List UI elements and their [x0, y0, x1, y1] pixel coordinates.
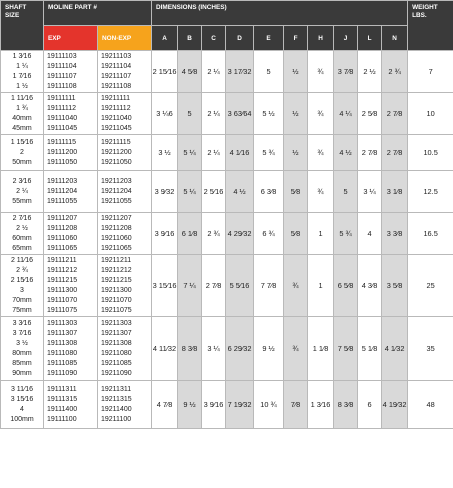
table-row — [1, 171, 453, 213]
exp-part-cell-line: 19111100 — [47, 415, 77, 423]
exp-part-cell — [44, 381, 98, 429]
nonexp-part-cell-line: 19211215 — [101, 276, 132, 284]
nonexp-part-cell-line: 19211400 — [101, 405, 132, 413]
nonexp-part-cell-line: 19211212 — [101, 266, 132, 274]
dimension-cell-d: 3 63⁄64 — [226, 93, 254, 135]
dimension-cell-l: 3 ¼ — [358, 171, 382, 213]
nonexp-part-cell-line: 19211308 — [101, 339, 132, 347]
dimension-cell-l: 2 ½ — [358, 51, 382, 93]
table-body — [1, 51, 453, 429]
dimension-cell-l: 2 7⁄8 — [358, 135, 382, 171]
shaft-size-cell-line: 85mm — [12, 359, 32, 367]
exp-part-cell-line: 19111204 — [47, 187, 78, 195]
exp-part-cell-line: 19111311 — [47, 385, 77, 393]
weight-cell: 16.5 — [408, 213, 453, 255]
nonexp-part-cell-line: 19211108 — [101, 82, 132, 90]
dimension-cell-a: 3 ¼6 — [152, 93, 178, 135]
shaft-size-cell-line: 100mm — [10, 415, 34, 423]
dimension-cell-h: ¾ — [308, 135, 334, 171]
nonexp-part-cell-line: 19211085 — [101, 359, 132, 367]
table-row — [1, 317, 453, 381]
exp-part-cell-line: 19111104 — [47, 62, 77, 70]
shaft-size-cell-line: 3 15⁄16 — [10, 395, 34, 403]
dimension-cell-c: 2 ¼ — [202, 135, 226, 171]
shaft-size-cell — [1, 135, 44, 171]
dimension-cell-n: 4 1⁄32 — [382, 317, 408, 381]
exp-part-cell-line: 19111107 — [47, 72, 77, 80]
table-row — [1, 255, 453, 317]
dimension-cell-a: 4 7⁄8 — [152, 381, 178, 429]
dimension-cell-h: 1 — [308, 255, 334, 317]
nonexp-part-cell-line: 19211075 — [101, 306, 132, 314]
shaft-size-cell-line: 75mm — [12, 306, 32, 314]
exp-part-cell-line: 19111308 — [47, 339, 78, 347]
shaft-size-cell-line: 2 ½ — [16, 224, 28, 232]
dimension-cell-h: 1 — [308, 213, 334, 255]
shaft-size-cell-line: 3 3⁄16 — [12, 319, 32, 327]
dimension-cell-j: 5 ¾ — [334, 213, 358, 255]
exp-part-cell-line: 19111212 — [47, 266, 78, 274]
nonexp-part-cell — [98, 317, 152, 381]
weight-cell: 12.5 — [408, 171, 453, 213]
dim-letter-header: L — [358, 26, 382, 51]
nonexp-part-cell-line: 19211055 — [101, 197, 132, 205]
dimension-cell-l: 2 5⁄8 — [358, 93, 382, 135]
shaft-size-cell-line: 55mm — [12, 197, 32, 205]
dimension-cell-e: 6 3⁄8 — [254, 171, 284, 213]
nonexp-part-cell-line: 19211100 — [101, 415, 132, 423]
weight-cell: 25 — [408, 255, 453, 317]
exp-part-cell — [44, 255, 98, 317]
shaft-size-cell-line: 2 — [20, 148, 24, 156]
dimension-cell-e: 6 ¾ — [254, 213, 284, 255]
dimension-cell-j: 7 5⁄8 — [334, 317, 358, 381]
shaft-size-cell — [1, 317, 44, 381]
dimension-cell-f: 7⁄8 — [284, 381, 308, 429]
dimensions-header: DIMENSIONS (INCHES) — [152, 1, 408, 26]
exp-part-cell-line: 19111050 — [47, 158, 78, 166]
exp-part-cell-line: 19111307 — [47, 329, 78, 337]
exp-part-cell-line: 19111400 — [47, 405, 78, 413]
nonexp-part-cell — [98, 135, 152, 171]
exp-part-cell-line: 19111045 — [47, 124, 78, 132]
dimension-cell-d: 4 29⁄32 — [226, 213, 254, 255]
dimension-cell-j: 5 — [334, 171, 358, 213]
dimension-cell-j: 3 7⁄8 — [334, 51, 358, 93]
nonexp-part-cell-line: 19211090 — [101, 369, 132, 377]
exp-part-cell-line: 19111215 — [47, 276, 78, 284]
shaft-size-cell — [1, 51, 44, 93]
dimension-cell-n: 2 ¾ — [382, 51, 408, 93]
shaft-size-cell-line: 1 11⁄16 — [10, 94, 34, 102]
shaft-size-cell-line: 2 15⁄16 — [10, 276, 34, 284]
exp-part-cell-line: 19111065 — [47, 244, 78, 252]
dimension-cell-n: 2 7⁄8 — [382, 135, 408, 171]
dimension-cell-c: 2 7⁄8 — [202, 255, 226, 317]
nonexp-part-cell-line: 19211045 — [101, 124, 132, 132]
nonexp-part-cell-line: 19211307 — [101, 329, 132, 337]
dimension-cell-n: 3 3⁄8 — [382, 213, 408, 255]
dimension-cell-l: 5 1⁄8 — [358, 317, 382, 381]
dimension-cell-j: 6 5⁄8 — [334, 255, 358, 317]
exp-part-cell-line: 19111203 — [47, 177, 78, 185]
shaft-size-cell-line: 1 3⁄16 — [12, 52, 32, 60]
dimension-cell-b: 7 ¼ — [178, 255, 202, 317]
dimension-cell-j: 4 ¼ — [334, 93, 358, 135]
shaft-size-cell-line: 2 ¼ — [16, 187, 28, 195]
dimension-cell-f: ½ — [284, 93, 308, 135]
dimension-cell-l: 6 — [358, 381, 382, 429]
dimension-cell-b: 9 ½ — [178, 381, 202, 429]
dimension-cell-e: 5 — [254, 51, 284, 93]
dimension-cell-a: 3 9⁄32 — [152, 171, 178, 213]
shaft-size-cell-line: 1 7⁄16 — [12, 72, 32, 80]
dim-letter-header: H — [308, 26, 334, 51]
exp-part-cell-line: 19111207 — [47, 214, 78, 222]
shaft-size-cell-line: 3 7⁄16 — [12, 329, 32, 337]
exp-part-cell-line: 19111080 — [47, 349, 78, 357]
nonexp-part-cell-line: 19211065 — [101, 244, 132, 252]
shaft-size-cell-line: 3 11⁄16 — [10, 385, 34, 393]
dimension-cell-b: 5 — [178, 93, 202, 135]
exp-part-cell-line: 19111085 — [47, 359, 78, 367]
dimension-cell-e: 7 7⁄8 — [254, 255, 284, 317]
dimension-cell-e: 5 ¾ — [254, 135, 284, 171]
nonexp-part-cell-line: 19211115 — [101, 138, 131, 146]
exp-part-cell-line: 19111208 — [47, 224, 78, 232]
dimension-cell-h: 1 3⁄16 — [308, 381, 334, 429]
dim-letter-header: J — [334, 26, 358, 51]
shaft-size-cell-line: 70mm — [12, 296, 32, 304]
nonexp-part-cell-line: 19211203 — [101, 177, 132, 185]
shaft-size-cell — [1, 213, 44, 255]
dimension-cell-a: 3 9⁄16 — [152, 213, 178, 255]
dimension-cell-c: 2 5⁄16 — [202, 171, 226, 213]
exp-part-cell-line: 19111315 — [47, 395, 78, 403]
dimension-cell-a: 4 11⁄32 — [152, 317, 178, 381]
nonexp-part-cell-line: 19211060 — [101, 234, 132, 242]
nonexp-part-cell-line: 19211208 — [101, 224, 132, 232]
dimension-cell-j: 8 3⁄8 — [334, 381, 358, 429]
exp-part-cell — [44, 317, 98, 381]
exp-part-cell-line: 19111303 — [47, 319, 78, 327]
nonexp-part-cell — [98, 93, 152, 135]
table-row — [1, 381, 453, 429]
exp-part-cell-line: 19111115 — [47, 138, 77, 146]
exp-part-cell-line: 19111103 — [47, 52, 77, 60]
dimension-cell-f: 5⁄8 — [284, 213, 308, 255]
dimension-cell-n: 3 5⁄8 — [382, 255, 408, 317]
nonexp-part-cell-line: 19211204 — [101, 187, 132, 195]
dimension-cell-f: 5⁄8 — [284, 171, 308, 213]
nonexp-part-cell-line: 19211104 — [101, 62, 132, 70]
shaft-size-cell-line: 65mm — [12, 244, 32, 252]
dimension-cell-d: 6 29⁄32 — [226, 317, 254, 381]
exp-part-cell-line: 19111070 — [47, 296, 78, 304]
exp-part-cell — [44, 213, 98, 255]
weight-cell: 10.5 — [408, 135, 453, 171]
dimension-cell-c: 3 ¼ — [202, 317, 226, 381]
dimension-cell-c: 2 ¼ — [202, 51, 226, 93]
exp-part-cell — [44, 51, 98, 93]
dimension-cell-d: 7 19⁄32 — [226, 381, 254, 429]
dimension-cell-d: 4 1⁄16 — [226, 135, 254, 171]
shaft-size-cell — [1, 93, 44, 135]
dimension-cell-n: 2 7⁄8 — [382, 93, 408, 135]
weight-header: WEIGHT LBS. — [408, 1, 453, 51]
shaft-size-cell-line: 2 ¾ — [16, 266, 28, 274]
exp-part-cell — [44, 171, 98, 213]
dimension-cell-c: 2 ¼ — [202, 93, 226, 135]
table-row — [1, 135, 453, 171]
nonexp-part-cell-line: 19211200 — [101, 148, 132, 156]
shaft-size-cell-line: 4 — [20, 405, 24, 413]
nonexp-part-cell-line: 19211107 — [101, 72, 132, 80]
nonexp-part-cell — [98, 213, 152, 255]
table-row — [1, 51, 453, 93]
exp-part-cell-line: 19111200 — [47, 148, 78, 156]
dim-letter-header: A — [152, 26, 178, 51]
shaft-size-cell-line: 2 3⁄16 — [12, 177, 32, 185]
dimension-cell-h: ¾ — [308, 93, 334, 135]
weight-cell: 7 — [408, 51, 453, 93]
exp-part-cell-line: 19111060 — [47, 234, 78, 242]
table-row — [1, 213, 453, 255]
exp-part-cell-line: 19111055 — [47, 197, 78, 205]
dimension-cell-f: ¾ — [284, 317, 308, 381]
shaft-size-cell-line: 60mm — [12, 234, 32, 242]
dimension-cell-h: ¾ — [308, 171, 334, 213]
nonexp-part-cell-line: 19211112 — [101, 104, 131, 112]
dimension-cell-a: 2 15⁄16 — [152, 51, 178, 93]
exp-part-cell-line: 19111111 — [47, 94, 76, 102]
exp-part-cell-line: 19111090 — [47, 369, 78, 377]
shaft-size-cell-line: 2 11⁄16 — [10, 256, 34, 264]
shaft-size-cell-line: 1 ¾ — [16, 104, 28, 112]
dimension-cell-f: ½ — [284, 51, 308, 93]
dimension-cell-e: 10 ¾ — [254, 381, 284, 429]
nonexp-part-cell-line: 19211080 — [101, 349, 132, 357]
dimension-cell-h: 1 1⁄8 — [308, 317, 334, 381]
exp-part-cell-line: 19111108 — [47, 82, 77, 90]
dimension-cell-d: 5 5⁄16 — [226, 255, 254, 317]
dimension-cell-d: 4 ½ — [226, 171, 254, 213]
nonexp-part-cell-line: 19211111 — [101, 94, 131, 102]
nonexp-part-cell-line: 19211207 — [101, 214, 132, 222]
weight-cell: 48 — [408, 381, 453, 429]
nonexp-part-cell-line: 19211300 — [101, 286, 132, 294]
nonexp-part-cell-line: 19211311 — [101, 385, 132, 393]
shaft-size-cell-line: 3 — [20, 286, 24, 294]
shaft-size-cell-line: 1 ¼ — [16, 62, 28, 70]
exp-part-cell-line: 19111075 — [47, 306, 78, 314]
dimension-cell-a: 3 ½ — [152, 135, 178, 171]
non-exp-header: NON-EXP — [98, 26, 152, 51]
dimension-cell-e: 9 ½ — [254, 317, 284, 381]
shaft-size-cell-line: 80mm — [12, 349, 32, 357]
dimension-cell-d: 3 17⁄32 — [226, 51, 254, 93]
dimension-cell-c: 2 ¾ — [202, 213, 226, 255]
nonexp-part-cell-line: 19211050 — [101, 158, 132, 166]
dimension-cell-h: ¾ — [308, 51, 334, 93]
dimension-cell-j: 4 ½ — [334, 135, 358, 171]
dimension-cell-b: 8 3⁄8 — [178, 317, 202, 381]
dim-letter-header: E — [254, 26, 284, 51]
shaft-size-cell-line: 90mm — [12, 369, 32, 377]
nonexp-part-cell — [98, 51, 152, 93]
nonexp-part-cell — [98, 171, 152, 213]
dimension-cell-c: 3 9⁄16 — [202, 381, 226, 429]
moline-part-header: MOLINE PART # — [44, 1, 152, 26]
nonexp-part-cell-line: 19211040 — [101, 114, 132, 122]
dim-letter-header: D — [226, 26, 254, 51]
dimension-cell-l: 4 3⁄8 — [358, 255, 382, 317]
exp-header: EXP — [44, 26, 98, 51]
nonexp-part-cell-line: 19211211 — [101, 256, 132, 264]
weight-cell: 35 — [408, 317, 453, 381]
dim-letter-header: N — [382, 26, 408, 51]
shaft-size-cell — [1, 171, 44, 213]
exp-part-cell — [44, 135, 98, 171]
shaft-size-cell-line: 3 ½ — [16, 339, 28, 347]
dimension-cell-a: 3 15⁄16 — [152, 255, 178, 317]
dimension-cell-b: 4 5⁄8 — [178, 51, 202, 93]
exp-part-cell-line: 19111211 — [47, 256, 77, 264]
dim-letter-header: C — [202, 26, 226, 51]
nonexp-part-cell — [98, 255, 152, 317]
table-row — [1, 93, 453, 135]
dimension-cell-b: 5 ¼ — [178, 135, 202, 171]
shaft-size-cell-line: 45mm — [12, 124, 32, 132]
exp-part-cell — [44, 93, 98, 135]
shaft-size-cell-line: 50mm — [12, 158, 32, 166]
shaft-size-cell-line: 40mm — [12, 114, 32, 122]
dimension-cell-l: 4 — [358, 213, 382, 255]
nonexp-part-cell-line: 19211315 — [101, 395, 132, 403]
exp-part-cell-line: 19111112 — [47, 104, 77, 112]
shaft-size-cell-line: 2 7⁄16 — [12, 214, 32, 222]
dimension-cell-e: 5 ½ — [254, 93, 284, 135]
shaft-size-cell — [1, 255, 44, 317]
header-row-top — [1, 1, 453, 26]
shaft-size-cell — [1, 381, 44, 429]
dim-letter-header: B — [178, 26, 202, 51]
nonexp-part-cell-line: 19211303 — [101, 319, 132, 327]
exp-part-cell-line: 19111300 — [47, 286, 78, 294]
weight-cell: 10 — [408, 93, 453, 135]
dimension-cell-b: 5 ¼ — [178, 171, 202, 213]
nonexp-part-cell-line: 19211070 — [101, 296, 132, 304]
dimension-cell-n: 4 19⁄32 — [382, 381, 408, 429]
nonexp-part-cell — [98, 381, 152, 429]
exp-part-cell-line: 19111040 — [47, 114, 78, 122]
shaft-size-cell-line: 1 ½ — [16, 82, 28, 90]
dimension-cell-f: ¾ — [284, 255, 308, 317]
shaft-size-cell-line: 1 15⁄16 — [10, 138, 34, 146]
dim-letter-header: F — [284, 26, 308, 51]
dimension-cell-f: ½ — [284, 135, 308, 171]
dimension-cell-b: 6 1⁄8 — [178, 213, 202, 255]
nonexp-part-cell-line: 19211103 — [101, 52, 132, 60]
shaft-size-header: SHAFT SIZE — [1, 1, 44, 51]
dimension-cell-n: 3 1⁄8 — [382, 171, 408, 213]
